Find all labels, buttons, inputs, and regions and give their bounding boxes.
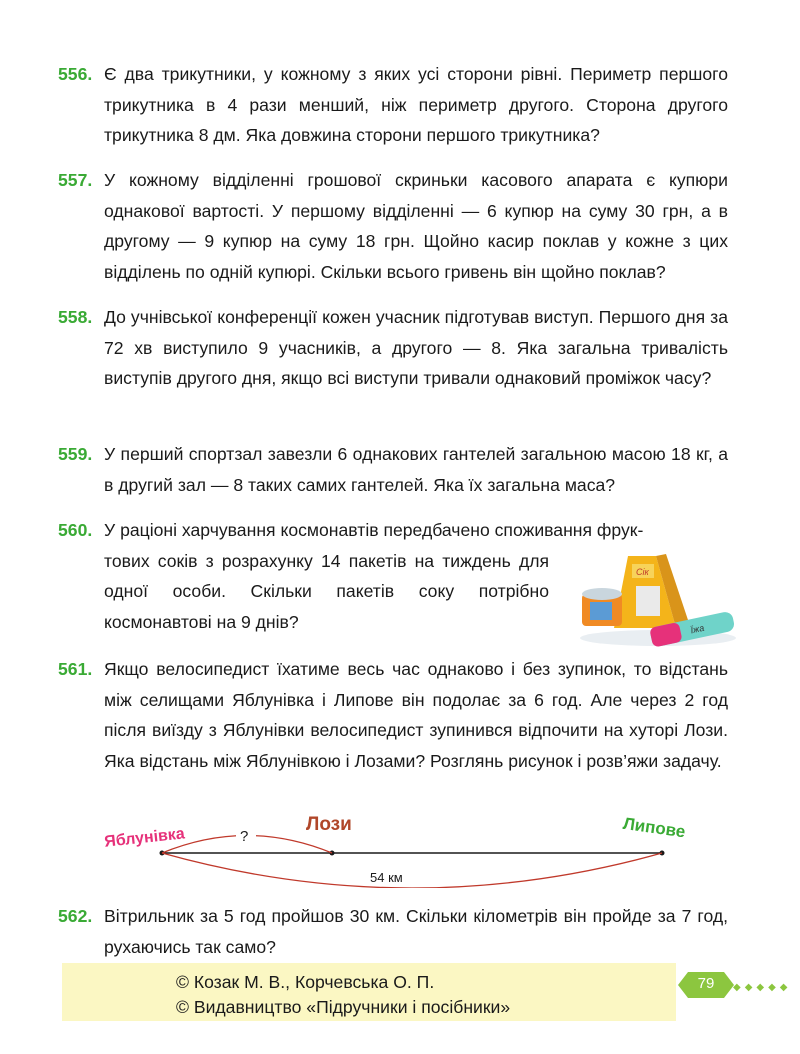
juice-and-food-illustration (578, 548, 738, 648)
problem-number: 558. (58, 307, 93, 327)
problem-number: 559. (58, 444, 93, 464)
decorative-dots: ◆◆◆◆◆ (733, 982, 792, 993)
problem-number: 562. (58, 906, 93, 926)
problem-561 (58, 654, 728, 776)
problem-text-rest: тових соків з розрахунку 14 пакетів на тиждень для одної особи. Скільки пакетів соку потрібно космонавтові на 9 днів? (104, 550, 549, 632)
label-lozy: Лози (306, 814, 352, 835)
problem-558 (58, 302, 728, 394)
unknown-mark: ? (240, 828, 249, 845)
problem-text: До учнівської конференції кожен учасник підготував виступ. Першого дня за 72 хв виступило 9 учасників, а другого — 8. Яка загальна тривалість виступів другого дня, якщо всі виступи тривали однаковий проміжок часу? (104, 307, 728, 388)
page-number: 79 (697, 975, 715, 992)
problem-number: 557. (58, 170, 93, 190)
problem-number: 561. (58, 659, 93, 679)
problem-text: Є два трикутники, у кожному з яких усі сторони рівні. Периметр першого трикутника в 4 рази менший, ніж периметр другого. Сторона другого трикутника 8 дм. Яка довжина сторони першого трикутника? (104, 64, 728, 145)
food-label: Їжа (689, 622, 706, 636)
label-yablunivka: Яблунівка (103, 825, 186, 851)
copyright-publisher: © Видавництво «Підручники і посібники» (176, 997, 511, 1017)
distance-label: 54 км (370, 870, 403, 885)
problem-text: У кожному відділенні грошової скриньки касового апарата є купюри однакової вартості. У першому відділенні — 6 купюр на суму 30 грн, а в другому — 9 купюр на суму 18 грн. Щойно касир поклав у кожне з цих відділень по одній купюрі. Скільки всього гривень він щойно поклав? (104, 170, 728, 282)
problem-text: Якщо велосипедист їхатиме весь час однаково і без зупинок, то відстань між селищами Яблунівка і Липове він подолає за 6 год. Але через 2 год після виїзду з Яблунівки велосипедист зупинився відпочити на хуторі Лози. Яка відстань між Яблунівкою і Лозами? Розглянь рисунок і розв’яжи задачу. (104, 659, 728, 771)
copyright-authors: © Козак М. В., Корчевська О. П. (176, 972, 435, 992)
problem-number: 556. (58, 64, 93, 84)
problem-text: Вітрильник за 5 год пройшов 30 км. Скільки кілометрів він пройде за 7 год, рухаючись так само? (104, 906, 728, 957)
problem-text-first-line: У раціоні харчування космонавтів передбачено споживання фрук- (104, 520, 644, 540)
problem-562 (58, 901, 728, 962)
problem-text: У перший спортзал завезли 6 однакових гантелей загальною масою 18 кг, а в другий зал — 8 таких самих гантелей. Яка їх загальна маса? (104, 444, 728, 495)
problem-556 (58, 59, 728, 151)
juice-label: Сік (636, 567, 649, 577)
distance-diagram (100, 808, 720, 888)
label-lypove: Липове (621, 813, 687, 842)
problem-number: 560. (58, 520, 93, 540)
problem-557 (58, 165, 728, 287)
problem-559 (58, 439, 728, 500)
